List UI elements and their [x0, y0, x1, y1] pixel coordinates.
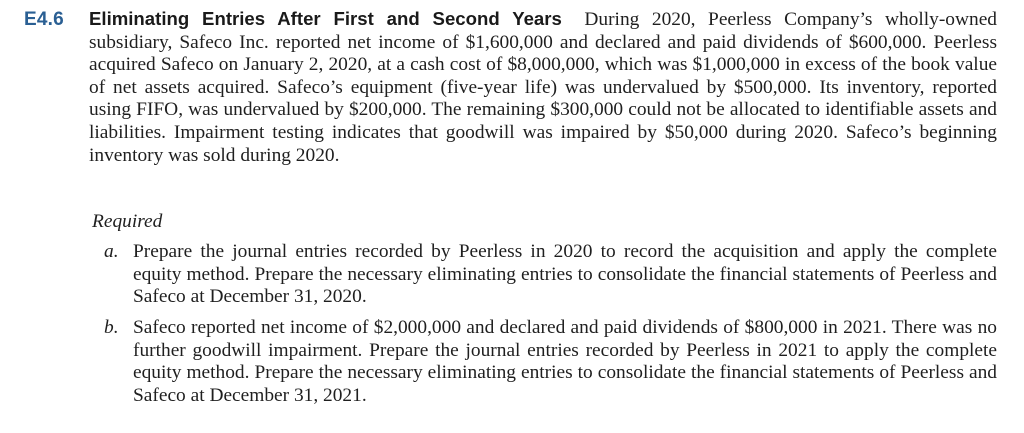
requirement-letter: b. — [104, 317, 119, 338]
requirement-text: Safeco reported net income of $2,000,000 and declared and paid dividends of $800,000 in 2021. There was no further goodwill impairment. Prepare the journal entries recorded by Peerless in 2021 to apply the complete equity method. Prepare the necessary eliminating entries to consolidate the financial statements of Peerless and Safeco at December 31, 2021. — [133, 317, 997, 406]
exercise-title: Eliminating Entries After First and Second Years — [89, 8, 562, 29]
exercise-number: E4.6 — [24, 9, 64, 30]
requirement-text: Prepare the journal entries recorded by Peerless in 2020 to record the acquisition and apply the complete equity method. Prepare the necessary eliminating entries to consolidate the financial statements of Peerless and Safeco at December 31, 2020. — [133, 241, 997, 308]
exercise-statement — [89, 8, 997, 167]
requirement-letter: a. — [104, 241, 119, 262]
required-label: Required — [92, 211, 163, 232]
exercise-body-text: During 2020, Peerless Company’s wholly-owned subsidiary, Safeco Inc. reported net income of $1,600,000 and declared and paid dividends of $600,000. Peerless acquired Safeco on January 2, 2020, at a cash cost of $8,000,000, which was $1,000,000 in excess of the book value of net assets acquired. Safeco’s equipment (five-year life) was undervalued by $500,000. Its inventory, reported using FIFO, was undervalued by $200,000. The remaining $300,000 could not be allocated to identifiable assets and liabilities. Impairment testing indicates that goodwill was impaired by $50,000 during 2020. Safeco’s beginning inventory was sold during 2020. — [89, 9, 997, 166]
